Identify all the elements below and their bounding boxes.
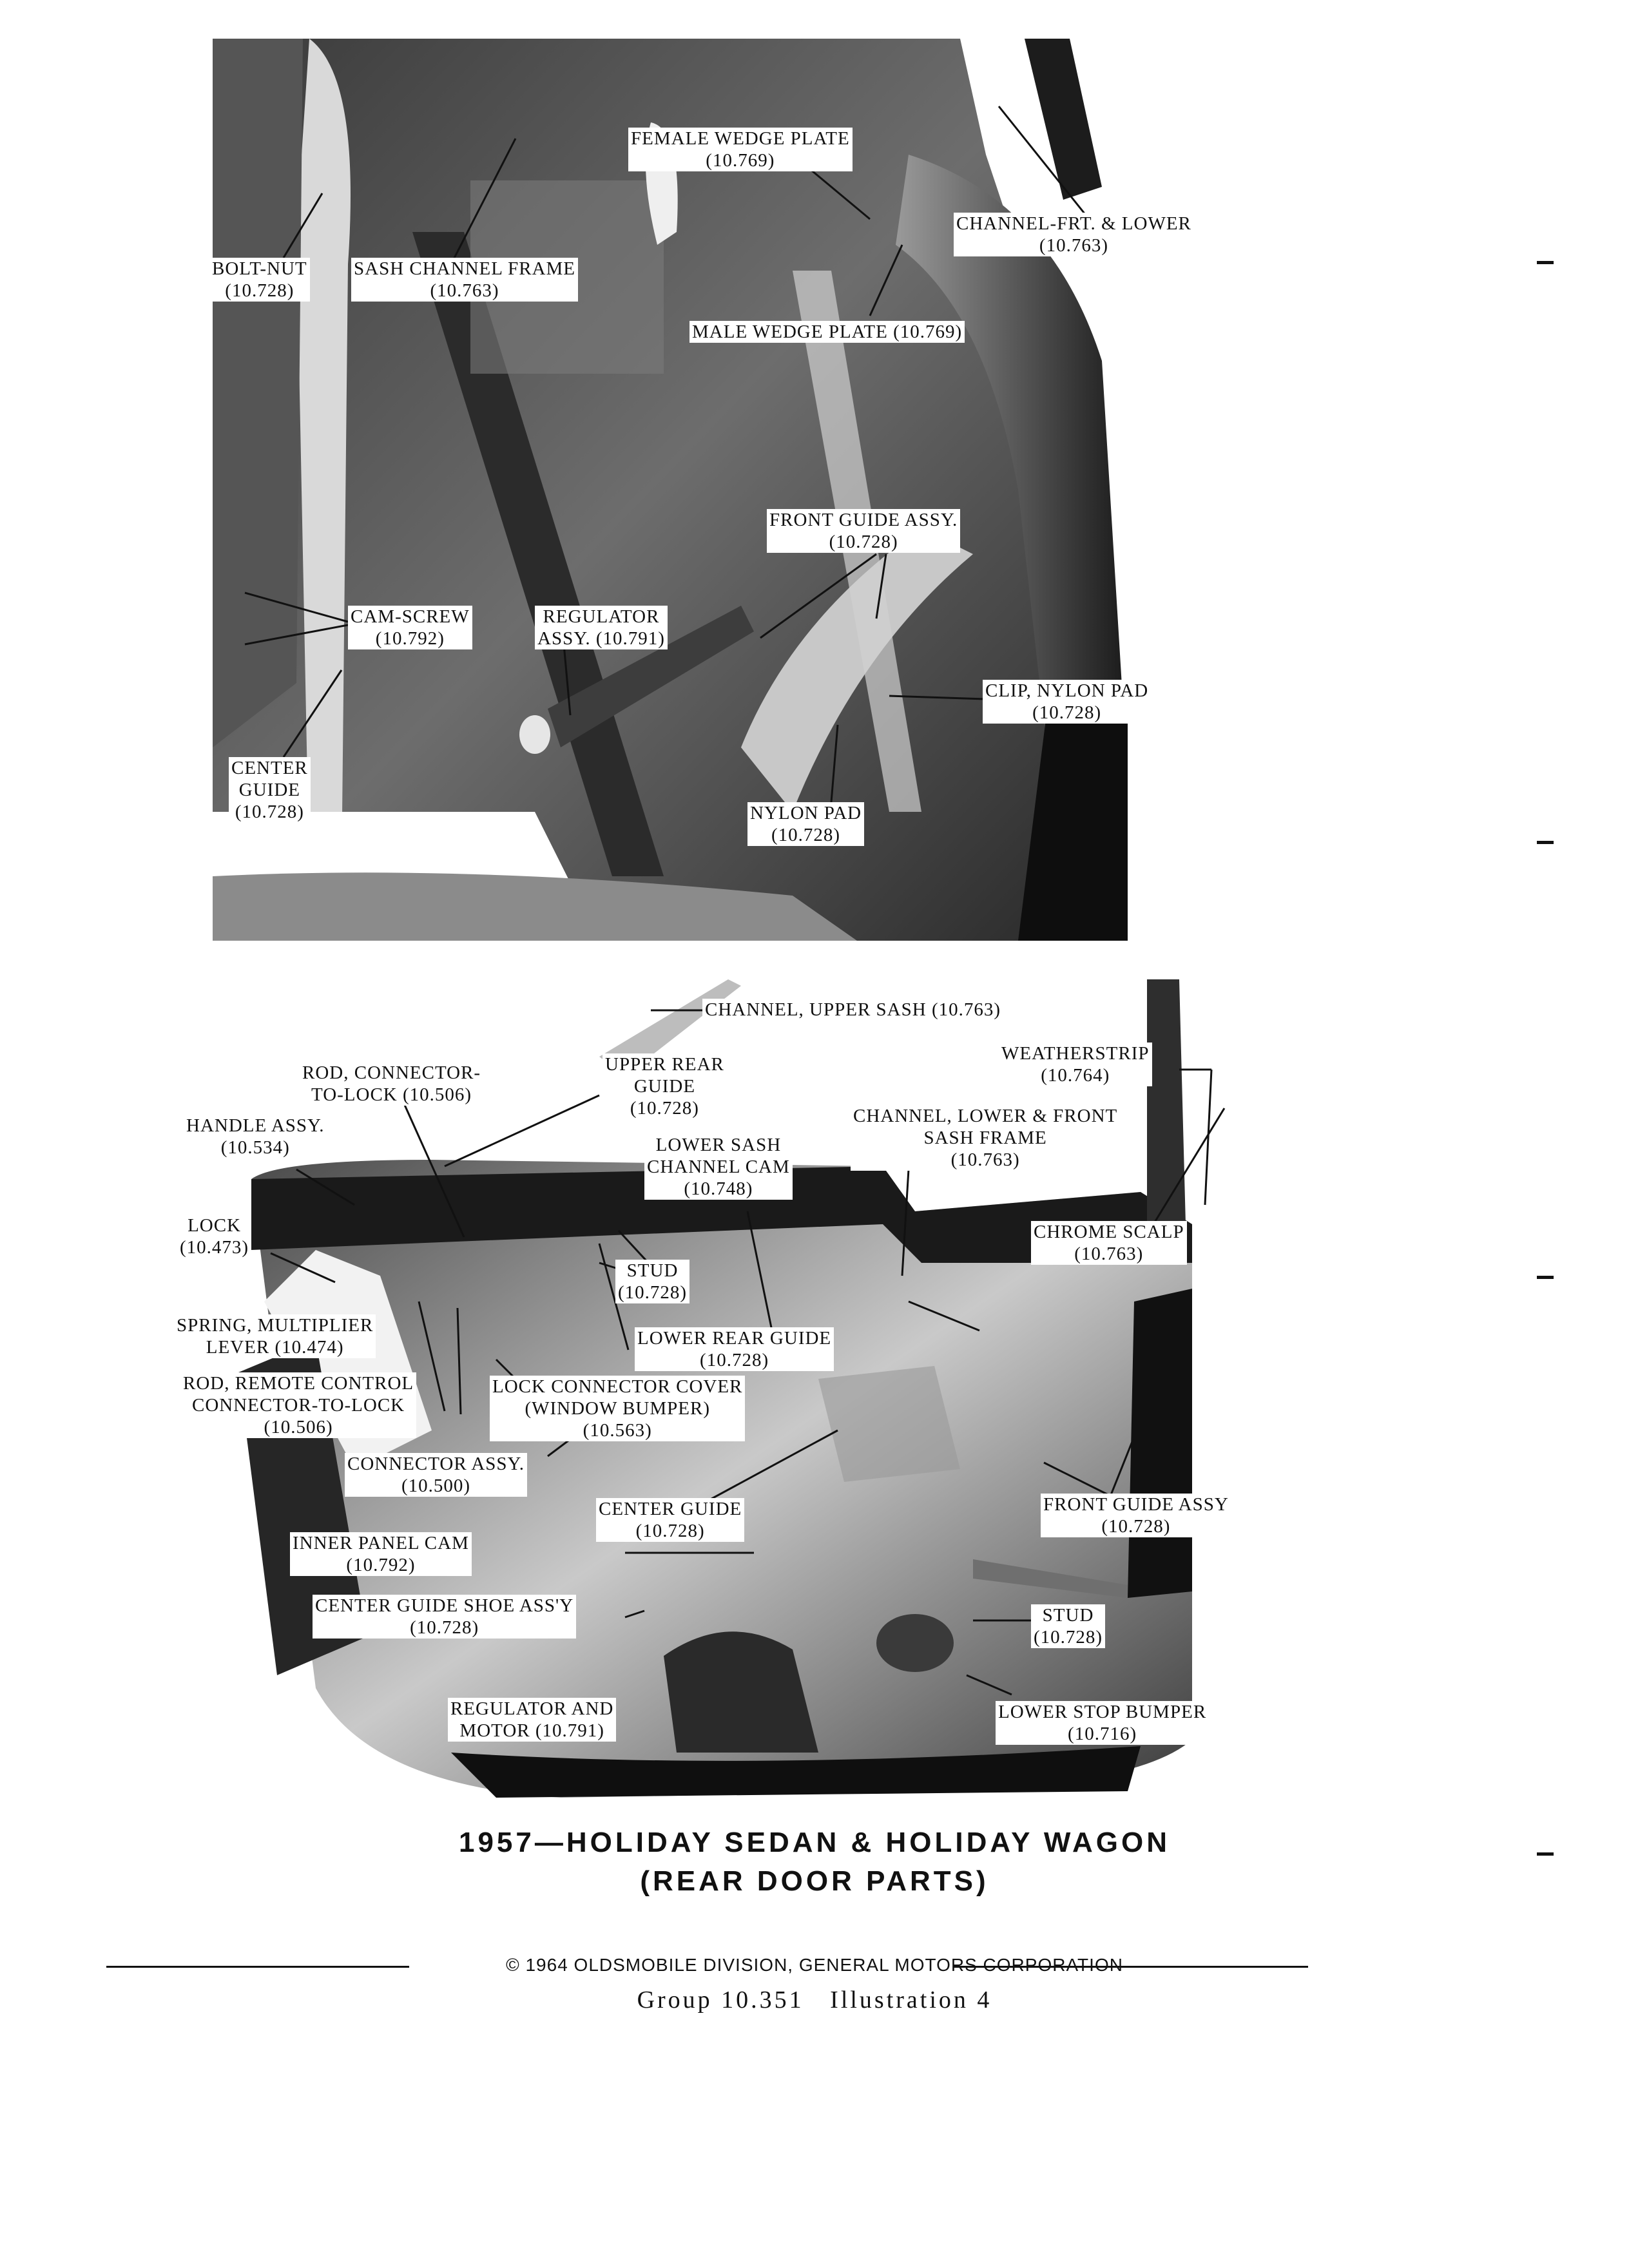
label-nylon-pad: NYLON PAD (10.728) (747, 802, 864, 846)
label-regulator-assy-top: REGULATOR ASSY. (10.791) (535, 606, 668, 649)
footer-group (0, 1986, 1629, 2014)
label-weatherstrip: WEATHERSTRIP (10.764) (999, 1043, 1152, 1086)
label-inner-panel-cam: INNER PANEL CAM (10.792) (290, 1532, 472, 1576)
figure-title-line2: (REAR DOOR PARTS) (640, 1865, 989, 1897)
footer-copyright (0, 1955, 1629, 1975)
label-lower-rear-guide: LOWER REAR GUIDE (10.728) (635, 1327, 834, 1371)
label-connector-assy: CONNECTOR ASSY. (10.500) (345, 1453, 527, 1497)
label-center-guide-top: CENTER GUIDE (10.728) (229, 757, 311, 823)
edge-mark (1537, 261, 1554, 264)
label-rod-connector-to-lock: ROD, CONNECTOR- TO-LOCK (10.506) (300, 1062, 483, 1106)
label-center-guide-shoe: CENTER GUIDE SHOE ASS'Y (10.728) (313, 1595, 576, 1639)
label-channel-frt-lower: CHANNEL-FRT. & LOWER (10.763) (954, 213, 1194, 256)
label-male-wedge-plate: MALE WEDGE PLATE (10.769) (689, 321, 965, 343)
label-regulator-motor: REGULATOR AND MOTOR (10.791) (448, 1698, 616, 1742)
top-door-photo-art (213, 39, 1141, 941)
label-chrome-scalp: CHROME SCALP (10.763) (1031, 1221, 1187, 1265)
top-door-photo (213, 39, 1141, 941)
copyright-text: © 1964 OLDSMOBILE DIVISION, GENERAL MOTORS CORPORATION (506, 1955, 1123, 1975)
label-front-guide-assy-bottom: FRONT GUIDE ASSY (10.728) (1041, 1494, 1231, 1537)
label-front-guide-assy-top: FRONT GUIDE ASSY. (10.728) (767, 509, 960, 553)
group-illustration-text: Group 10.351 Illustration 4 (637, 1986, 992, 2013)
label-lock: LOCK (10.473) (177, 1215, 251, 1258)
figure-title-line1: 1957—HOLIDAY SEDAN & HOLIDAY WAGON (458, 1827, 1170, 1858)
figure-subtitle (0, 1865, 1629, 1898)
label-clip-nylon-pad: CLIP, NYLON PAD (10.728) (983, 680, 1151, 724)
label-bolt-nut: BOLT-NUT (10.728) (209, 258, 310, 302)
figure-title (0, 1827, 1629, 1859)
label-handle-assy: HANDLE ASSY. (10.534) (184, 1115, 327, 1158)
label-stud-lower: STUD (10.728) (1031, 1604, 1105, 1648)
edge-mark (1537, 1852, 1554, 1856)
label-upper-rear-guide: UPPER REAR GUIDE (10.728) (602, 1053, 727, 1119)
edge-mark (1537, 1276, 1554, 1279)
edge-mark (1537, 841, 1554, 844)
label-channel-upper-sash: CHANNEL, UPPER SASH (10.763) (702, 999, 1003, 1021)
label-spring-multiplier: SPRING, MULTIPLIER LEVER (10.474) (174, 1314, 376, 1358)
label-cam-screw: CAM-SCREW (10.792) (348, 606, 472, 649)
label-female-wedge-plate: FEMALE WEDGE PLATE (10.769) (628, 128, 853, 171)
label-channel-lower-front: CHANNEL, LOWER & FRONT SASH FRAME (10.763) (851, 1105, 1120, 1171)
label-center-guide-bottom: CENTER GUIDE (10.728) (596, 1498, 744, 1542)
label-sash-channel-frame: SASH CHANNEL FRAME (10.763) (351, 258, 578, 302)
label-lock-connector-cover: LOCK CONNECTOR COVER (WINDOW BUMPER) (10.563) (490, 1376, 745, 1441)
label-stud-upper: STUD (10.728) (615, 1260, 689, 1303)
label-lower-stop-bumper: LOWER STOP BUMPER (10.716) (996, 1701, 1209, 1745)
label-lower-sash-channel-cam: LOWER SASH CHANNEL CAM (10.748) (644, 1134, 793, 1200)
label-rod-remote-control: ROD, REMOTE CONTROL CONNECTOR-TO-LOCK (10.506) (180, 1372, 416, 1438)
